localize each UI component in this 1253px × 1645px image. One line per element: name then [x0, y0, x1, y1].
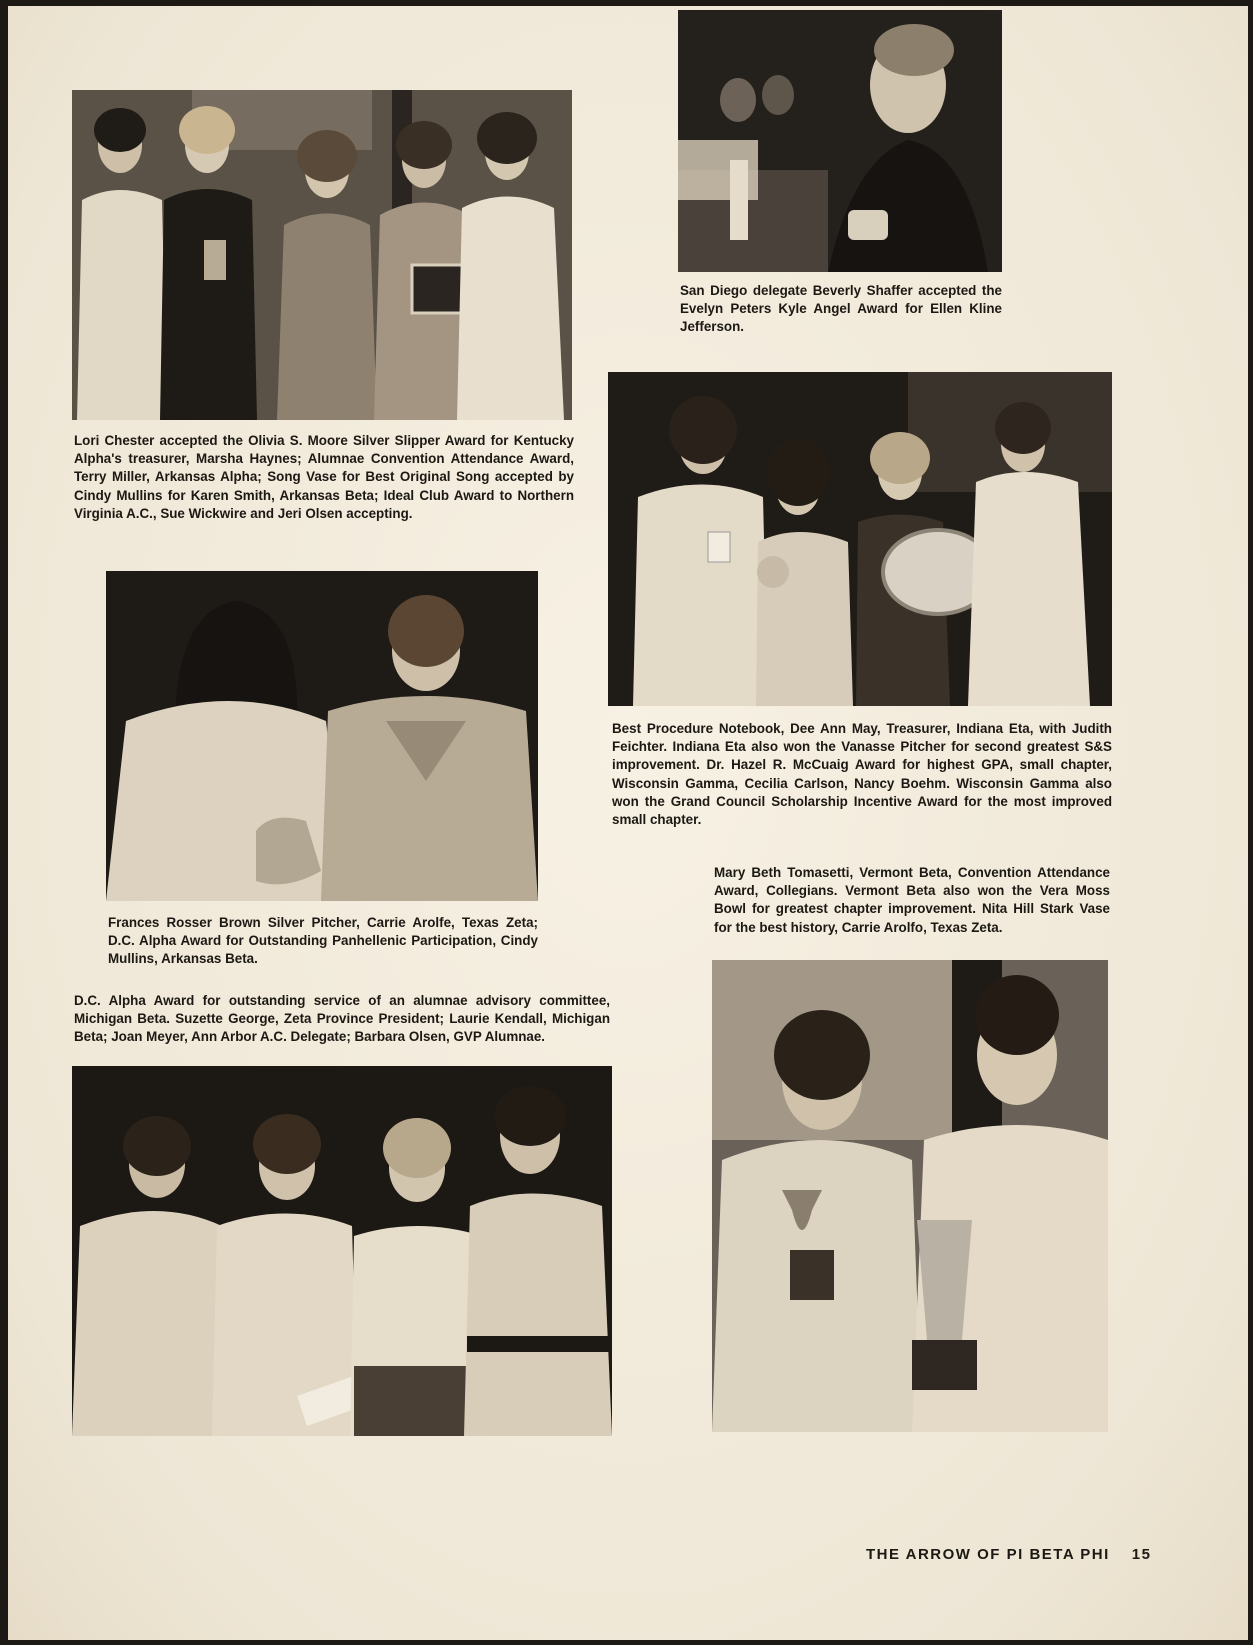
magazine-page	[8, 6, 1248, 1640]
caption-mary-beth: Mary Beth Tomasetti, Vermont Beta, Convention Attendance Award, Collegians. Vermont Beta also won the Vera Moss Bowl for greatest chapter improvement. Nita Hill Stark Vase for the best history, Carrie Arolfo, Texas Zeta.	[714, 865, 1110, 935]
photo-two-women-trophies	[712, 960, 1108, 1432]
photo-five-award-winners	[72, 90, 572, 420]
photo-san-diego-delegate	[678, 10, 1002, 272]
caption-dc-alpha: D.C. Alpha Award for outstanding service of an alumnae advisory committee, Michigan Beta. Suzette George, Zeta Province President; Laurie Kendall, Michigan Beta; Joan Meyer, Ann Arbor A.C. Delegate; Barbara Olsen, GVP Alumnae.	[74, 993, 610, 1045]
caption-frances-rosser: Frances Rosser Brown Silver Pitcher, Carrie Arolfe, Texas Zeta; D.C. Alpha Award for Outstanding Panhellenic Participation, Cindy Mullins, Arkansas Beta.	[108, 915, 538, 967]
photo-four-women-alumnae	[72, 1066, 612, 1436]
publication-title: THE ARROW OF PI BETA PHI	[866, 1546, 1110, 1563]
photo-four-women-silver-tray	[608, 372, 1112, 706]
caption-san-diego: San Diego delegate Beverly Shaffer accepted the Evelyn Peters Kyle Angel Award for Ellen Kline Jefferson.	[680, 283, 1002, 335]
photo-two-women-pitcher	[106, 571, 538, 901]
caption-best-procedure: Best Procedure Notebook, Dee Ann May, Treasurer, Indiana Eta, with Judith Feichter. Indiana Eta also won the Vanasse Pitcher for second greatest S&S improvement. Dr. Hazel R. McCuaig Award for highest GPA, small chapter, Wisconsin Gamma, Cecilia Carlson, Nancy Boehm. Wisconsin Gamma also won the Grand Council Scholarship Incentive Award for the most improved small chapter.	[612, 721, 1112, 828]
page-number: 15	[1131, 1546, 1152, 1563]
page-footer	[866, 1546, 1151, 1563]
caption-lori-chester: Lori Chester accepted the Olivia S. Moore Silver Slipper Award for Kentucky Alpha's treasurer, Marsha Haynes; Alumnae Convention Attendance Award, Terry Miller, Arkansas Alpha; Song Vase for Best Original Song accepted by Cindy Mullins for Karen Smith, Arkansas Beta; Ideal Club Award to Northern Virginia A.C., Sue Wickwire and Jeri Olsen accepting.	[74, 433, 574, 521]
